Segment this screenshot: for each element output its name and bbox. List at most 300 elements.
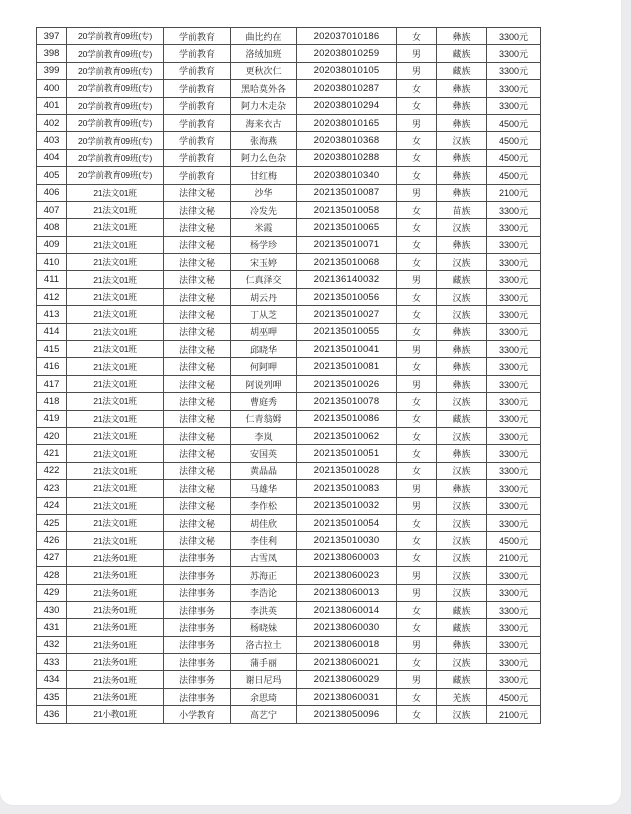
cell-row-number: 401 bbox=[37, 97, 67, 114]
cell-gender: 女 bbox=[397, 358, 437, 375]
cell-row-number: 405 bbox=[37, 167, 67, 184]
cell-gender: 女 bbox=[397, 219, 437, 236]
cell-ethnicity: 汉族 bbox=[437, 306, 487, 323]
cell-major: 法律文秘 bbox=[164, 410, 231, 427]
cell-amount: 4500元 bbox=[487, 167, 541, 184]
cell-amount: 3300元 bbox=[487, 601, 541, 618]
cell-student-name: 张海燕 bbox=[231, 132, 297, 149]
cell-row-number: 411 bbox=[37, 271, 67, 288]
cell-row-number: 434 bbox=[37, 671, 67, 688]
table-row bbox=[37, 62, 541, 79]
cell-student-id: 202138060030 bbox=[297, 619, 397, 636]
cell-student-id: 202135010078 bbox=[297, 393, 397, 410]
cell-student-id: 202038010105 bbox=[297, 62, 397, 79]
cell-ethnicity: 彝族 bbox=[437, 28, 487, 45]
cell-student-name: 米霞 bbox=[231, 219, 297, 236]
cell-student-name: 丁从芝 bbox=[231, 306, 297, 323]
cell-class-name: 21法文01班 bbox=[67, 358, 164, 375]
table-row bbox=[37, 636, 541, 653]
cell-student-id: 202037010186 bbox=[297, 28, 397, 45]
table-row bbox=[37, 323, 541, 340]
table-row bbox=[37, 688, 541, 705]
cell-gender: 女 bbox=[397, 601, 437, 618]
cell-amount: 2100元 bbox=[487, 549, 541, 566]
cell-amount: 3300元 bbox=[487, 341, 541, 358]
cell-gender: 女 bbox=[397, 619, 437, 636]
cell-ethnicity: 羌族 bbox=[437, 688, 487, 705]
table-row bbox=[37, 584, 541, 601]
cell-student-name: 黑哈莫外各 bbox=[231, 80, 297, 97]
cell-student-name: 阿力木走杂 bbox=[231, 97, 297, 114]
cell-class-name: 21法文01班 bbox=[67, 514, 164, 531]
cell-row-number: 426 bbox=[37, 532, 67, 549]
cell-major: 法律事务 bbox=[164, 688, 231, 705]
cell-major: 法律事务 bbox=[164, 601, 231, 618]
cell-major: 法律文秘 bbox=[164, 236, 231, 253]
cell-class-name: 21法文01班 bbox=[67, 427, 164, 444]
cell-amount: 3300元 bbox=[487, 636, 541, 653]
cell-ethnicity: 藏族 bbox=[437, 619, 487, 636]
cell-student-id: 202135010058 bbox=[297, 201, 397, 218]
cell-gender: 男 bbox=[397, 114, 437, 131]
cell-student-id: 202138060023 bbox=[297, 567, 397, 584]
cell-amount: 4500元 bbox=[487, 149, 541, 166]
cell-major: 法律事务 bbox=[164, 654, 231, 671]
cell-row-number: 419 bbox=[37, 410, 67, 427]
cell-gender: 女 bbox=[397, 532, 437, 549]
cell-class-name: 21法务01班 bbox=[67, 619, 164, 636]
cell-major: 法律文秘 bbox=[164, 375, 231, 392]
table-row bbox=[37, 306, 541, 323]
table-row bbox=[37, 167, 541, 184]
cell-major: 法律文秘 bbox=[164, 288, 231, 305]
table-row bbox=[37, 532, 541, 549]
cell-class-name: 20学前教育09班(专) bbox=[67, 97, 164, 114]
cell-ethnicity: 彝族 bbox=[437, 149, 487, 166]
cell-gender: 女 bbox=[397, 306, 437, 323]
cell-amount: 3300元 bbox=[487, 567, 541, 584]
cell-student-id: 202038010259 bbox=[297, 45, 397, 62]
student-aid-table bbox=[36, 27, 541, 724]
cell-row-number: 422 bbox=[37, 462, 67, 479]
cell-amount: 3300元 bbox=[487, 45, 541, 62]
cell-student-name: 安国英 bbox=[231, 445, 297, 462]
table-row bbox=[37, 619, 541, 636]
cell-gender: 女 bbox=[397, 323, 437, 340]
cell-ethnicity: 彝族 bbox=[437, 184, 487, 201]
cell-gender: 女 bbox=[397, 427, 437, 444]
cell-ethnicity: 彝族 bbox=[437, 80, 487, 97]
cell-student-name: 谢日尼玛 bbox=[231, 671, 297, 688]
cell-row-number: 397 bbox=[37, 28, 67, 45]
cell-ethnicity: 汉族 bbox=[437, 514, 487, 531]
cell-amount: 3300元 bbox=[487, 619, 541, 636]
cell-row-number: 436 bbox=[37, 706, 67, 723]
cell-class-name: 21法文01班 bbox=[67, 393, 164, 410]
cell-ethnicity: 汉族 bbox=[437, 254, 487, 271]
cell-student-name: 甘红梅 bbox=[231, 167, 297, 184]
cell-student-name: 李岚 bbox=[231, 427, 297, 444]
cell-student-id: 202138060029 bbox=[297, 671, 397, 688]
cell-student-name: 高艺宁 bbox=[231, 706, 297, 723]
cell-student-name: 宋玉婷 bbox=[231, 254, 297, 271]
cell-student-id: 202135010065 bbox=[297, 219, 397, 236]
cell-student-name: 黄晶晶 bbox=[231, 462, 297, 479]
cell-gender: 男 bbox=[397, 671, 437, 688]
cell-class-name: 21法文01班 bbox=[67, 375, 164, 392]
cell-ethnicity: 彝族 bbox=[437, 636, 487, 653]
cell-ethnicity: 汉族 bbox=[437, 567, 487, 584]
cell-gender: 女 bbox=[397, 201, 437, 218]
cell-amount: 3300元 bbox=[487, 445, 541, 462]
table-row bbox=[37, 80, 541, 97]
cell-student-id: 202135010051 bbox=[297, 445, 397, 462]
cell-row-number: 433 bbox=[37, 654, 67, 671]
cell-student-name: 蒲手丽 bbox=[231, 654, 297, 671]
cell-student-name: 洛绒加班 bbox=[231, 45, 297, 62]
cell-major: 法律文秘 bbox=[164, 445, 231, 462]
cell-major: 法律文秘 bbox=[164, 480, 231, 497]
cell-gender: 男 bbox=[397, 62, 437, 79]
cell-major: 法律文秘 bbox=[164, 393, 231, 410]
cell-gender: 女 bbox=[397, 288, 437, 305]
cell-major: 学前教育 bbox=[164, 45, 231, 62]
cell-class-name: 21法务01班 bbox=[67, 654, 164, 671]
cell-class-name: 21法文01班 bbox=[67, 462, 164, 479]
cell-ethnicity: 彝族 bbox=[437, 375, 487, 392]
cell-major: 法律文秘 bbox=[164, 532, 231, 549]
cell-class-name: 21法文01班 bbox=[67, 323, 164, 340]
cell-row-number: 416 bbox=[37, 358, 67, 375]
table-row bbox=[37, 149, 541, 166]
cell-gender: 女 bbox=[397, 514, 437, 531]
cell-student-name: 胡云丹 bbox=[231, 288, 297, 305]
cell-major: 法律文秘 bbox=[164, 514, 231, 531]
cell-row-number: 425 bbox=[37, 514, 67, 531]
cell-row-number: 408 bbox=[37, 219, 67, 236]
cell-student-name: 阿说列呷 bbox=[231, 375, 297, 392]
cell-major: 学前教育 bbox=[164, 132, 231, 149]
cell-student-name: 曲比约在 bbox=[231, 28, 297, 45]
cell-ethnicity: 彝族 bbox=[437, 480, 487, 497]
cell-gender: 女 bbox=[397, 393, 437, 410]
table-row bbox=[37, 341, 541, 358]
cell-row-number: 404 bbox=[37, 149, 67, 166]
table-row bbox=[37, 184, 541, 201]
cell-major: 法律文秘 bbox=[164, 184, 231, 201]
cell-amount: 3300元 bbox=[487, 236, 541, 253]
cell-amount: 3300元 bbox=[487, 393, 541, 410]
table-row bbox=[37, 271, 541, 288]
table-row bbox=[37, 97, 541, 114]
table-row bbox=[37, 201, 541, 218]
cell-major: 法律文秘 bbox=[164, 254, 231, 271]
cell-row-number: 435 bbox=[37, 688, 67, 705]
cell-class-name: 21法文01班 bbox=[67, 410, 164, 427]
cell-ethnicity: 汉族 bbox=[437, 654, 487, 671]
cell-row-number: 406 bbox=[37, 184, 67, 201]
cell-ethnicity: 彝族 bbox=[437, 358, 487, 375]
cell-student-name: 李浩论 bbox=[231, 584, 297, 601]
cell-student-id: 202135010030 bbox=[297, 532, 397, 549]
cell-student-name: 杨晓妹 bbox=[231, 619, 297, 636]
cell-class-name: 20学前教育09班(专) bbox=[67, 80, 164, 97]
cell-row-number: 407 bbox=[37, 201, 67, 218]
cell-row-number: 415 bbox=[37, 341, 67, 358]
table-row bbox=[37, 671, 541, 688]
cell-class-name: 20学前教育09班(专) bbox=[67, 132, 164, 149]
table-row bbox=[37, 114, 541, 131]
cell-major: 学前教育 bbox=[164, 28, 231, 45]
cell-amount: 3300元 bbox=[487, 427, 541, 444]
cell-class-name: 21法文01班 bbox=[67, 236, 164, 253]
cell-class-name: 21法文01班 bbox=[67, 497, 164, 514]
table-row bbox=[37, 236, 541, 253]
cell-row-number: 427 bbox=[37, 549, 67, 566]
cell-major: 法律文秘 bbox=[164, 358, 231, 375]
cell-gender: 男 bbox=[397, 271, 437, 288]
cell-class-name: 21法文01班 bbox=[67, 219, 164, 236]
cell-gender: 女 bbox=[397, 97, 437, 114]
cell-student-name: 冷发先 bbox=[231, 201, 297, 218]
table-row bbox=[37, 132, 541, 149]
cell-major: 法律事务 bbox=[164, 584, 231, 601]
cell-amount: 4500元 bbox=[487, 532, 541, 549]
cell-gender: 男 bbox=[397, 375, 437, 392]
cell-student-name: 仁真泽交 bbox=[231, 271, 297, 288]
cell-student-name: 胡巫呷 bbox=[231, 323, 297, 340]
cell-amount: 3300元 bbox=[487, 97, 541, 114]
cell-amount: 3300元 bbox=[487, 28, 541, 45]
cell-amount: 3300元 bbox=[487, 480, 541, 497]
table-row bbox=[37, 549, 541, 566]
cell-ethnicity: 彝族 bbox=[437, 323, 487, 340]
cell-student-id: 202138060003 bbox=[297, 549, 397, 566]
cell-student-name: 沙华 bbox=[231, 184, 297, 201]
cell-student-id: 202038010165 bbox=[297, 114, 397, 131]
cell-amount: 3300元 bbox=[487, 201, 541, 218]
cell-student-id: 202135010071 bbox=[297, 236, 397, 253]
cell-student-id: 202135010081 bbox=[297, 358, 397, 375]
cell-gender: 男 bbox=[397, 584, 437, 601]
cell-major: 学前教育 bbox=[164, 80, 231, 97]
table-row bbox=[37, 654, 541, 671]
cell-ethnicity: 藏族 bbox=[437, 601, 487, 618]
cell-row-number: 414 bbox=[37, 323, 67, 340]
cell-ethnicity: 藏族 bbox=[437, 62, 487, 79]
table-row bbox=[37, 28, 541, 45]
cell-major: 法律文秘 bbox=[164, 271, 231, 288]
cell-ethnicity: 彝族 bbox=[437, 167, 487, 184]
cell-ethnicity: 彝族 bbox=[437, 236, 487, 253]
cell-amount: 4500元 bbox=[487, 132, 541, 149]
cell-amount: 3300元 bbox=[487, 80, 541, 97]
cell-student-id: 202135010054 bbox=[297, 514, 397, 531]
cell-row-number: 428 bbox=[37, 567, 67, 584]
cell-row-number: 424 bbox=[37, 497, 67, 514]
cell-gender: 女 bbox=[397, 445, 437, 462]
table-row bbox=[37, 375, 541, 392]
cell-amount: 3300元 bbox=[487, 271, 541, 288]
cell-ethnicity: 彝族 bbox=[437, 97, 487, 114]
cell-gender: 女 bbox=[397, 254, 437, 271]
table-row bbox=[37, 427, 541, 444]
cell-major: 法律文秘 bbox=[164, 323, 231, 340]
cell-class-name: 21小教01班 bbox=[67, 706, 164, 723]
cell-class-name: 20学前教育09班(专) bbox=[67, 114, 164, 131]
cell-student-id: 202038010368 bbox=[297, 132, 397, 149]
table-row bbox=[37, 567, 541, 584]
cell-student-id: 202038010340 bbox=[297, 167, 397, 184]
cell-ethnicity: 彝族 bbox=[437, 445, 487, 462]
cell-row-number: 418 bbox=[37, 393, 67, 410]
cell-class-name: 21法务01班 bbox=[67, 584, 164, 601]
cell-student-name: 苏海正 bbox=[231, 567, 297, 584]
cell-row-number: 420 bbox=[37, 427, 67, 444]
cell-ethnicity: 汉族 bbox=[437, 532, 487, 549]
cell-gender: 女 bbox=[397, 80, 437, 97]
cell-row-number: 402 bbox=[37, 114, 67, 131]
cell-class-name: 21法文01班 bbox=[67, 445, 164, 462]
cell-student-id: 202136140032 bbox=[297, 271, 397, 288]
cell-row-number: 430 bbox=[37, 601, 67, 618]
cell-gender: 男 bbox=[397, 567, 437, 584]
cell-amount: 3300元 bbox=[487, 323, 541, 340]
cell-student-id: 202135010026 bbox=[297, 375, 397, 392]
cell-class-name: 21法文01班 bbox=[67, 254, 164, 271]
cell-ethnicity: 藏族 bbox=[437, 410, 487, 427]
cell-gender: 女 bbox=[397, 236, 437, 253]
cell-student-name: 阿力么色杂 bbox=[231, 149, 297, 166]
table-row bbox=[37, 445, 541, 462]
cell-ethnicity: 汉族 bbox=[437, 427, 487, 444]
cell-ethnicity: 汉族 bbox=[437, 393, 487, 410]
cell-amount: 4500元 bbox=[487, 688, 541, 705]
cell-major: 法律文秘 bbox=[164, 219, 231, 236]
cell-major: 法律事务 bbox=[164, 567, 231, 584]
cell-major: 学前教育 bbox=[164, 149, 231, 166]
cell-major: 法律事务 bbox=[164, 671, 231, 688]
cell-class-name: 21法文01班 bbox=[67, 201, 164, 218]
cell-amount: 3300元 bbox=[487, 654, 541, 671]
table-row bbox=[37, 480, 541, 497]
cell-row-number: 410 bbox=[37, 254, 67, 271]
table-row bbox=[37, 410, 541, 427]
table-row bbox=[37, 706, 541, 723]
cell-class-name: 21法文01班 bbox=[67, 271, 164, 288]
cell-student-id: 202138060021 bbox=[297, 654, 397, 671]
cell-major: 法律文秘 bbox=[164, 462, 231, 479]
table-row bbox=[37, 497, 541, 514]
cell-amount: 3300元 bbox=[487, 410, 541, 427]
cell-major: 学前教育 bbox=[164, 62, 231, 79]
cell-student-name: 洛古拉土 bbox=[231, 636, 297, 653]
cell-student-name: 李洪英 bbox=[231, 601, 297, 618]
cell-row-number: 421 bbox=[37, 445, 67, 462]
cell-ethnicity: 汉族 bbox=[437, 706, 487, 723]
cell-student-name: 古雪凤 bbox=[231, 549, 297, 566]
cell-ethnicity: 汉族 bbox=[437, 497, 487, 514]
cell-ethnicity: 藏族 bbox=[437, 671, 487, 688]
cell-major: 法律文秘 bbox=[164, 201, 231, 218]
cell-amount: 3300元 bbox=[487, 254, 541, 271]
cell-student-name: 胡佳欣 bbox=[231, 514, 297, 531]
cell-gender: 男 bbox=[397, 184, 437, 201]
cell-student-name: 曹庭秀 bbox=[231, 393, 297, 410]
cell-amount: 3300元 bbox=[487, 219, 541, 236]
cell-student-id: 202138060014 bbox=[297, 601, 397, 618]
cell-class-name: 20学前教育09班(专) bbox=[67, 62, 164, 79]
cell-gender: 女 bbox=[397, 654, 437, 671]
cell-major: 学前教育 bbox=[164, 167, 231, 184]
cell-row-number: 431 bbox=[37, 619, 67, 636]
cell-major: 法律事务 bbox=[164, 636, 231, 653]
cell-row-number: 403 bbox=[37, 132, 67, 149]
cell-row-number: 398 bbox=[37, 45, 67, 62]
cell-gender: 男 bbox=[397, 341, 437, 358]
cell-student-name: 仁青翁姆 bbox=[231, 410, 297, 427]
cell-student-id: 202135010027 bbox=[297, 306, 397, 323]
cell-student-id: 202135010055 bbox=[297, 323, 397, 340]
cell-student-id: 202135010086 bbox=[297, 410, 397, 427]
cell-student-id: 202135010083 bbox=[297, 480, 397, 497]
cell-student-id: 202138060013 bbox=[297, 584, 397, 601]
cell-class-name: 21法文01班 bbox=[67, 532, 164, 549]
cell-class-name: 20学前教育09班(专) bbox=[67, 149, 164, 166]
cell-student-id: 202038010288 bbox=[297, 149, 397, 166]
cell-student-name: 海来衣古 bbox=[231, 114, 297, 131]
cell-amount: 3300元 bbox=[487, 375, 541, 392]
cell-student-id: 202138060018 bbox=[297, 636, 397, 653]
cell-student-id: 202135010041 bbox=[297, 341, 397, 358]
table-row bbox=[37, 393, 541, 410]
cell-major: 小学教育 bbox=[164, 706, 231, 723]
cell-gender: 男 bbox=[397, 45, 437, 62]
cell-student-id: 202135010062 bbox=[297, 427, 397, 444]
table-row bbox=[37, 254, 541, 271]
cell-major: 学前教育 bbox=[164, 114, 231, 131]
cell-student-id: 202138060031 bbox=[297, 688, 397, 705]
cell-student-name: 李佳利 bbox=[231, 532, 297, 549]
cell-student-id: 202135010056 bbox=[297, 288, 397, 305]
table-row bbox=[37, 601, 541, 618]
cell-gender: 女 bbox=[397, 549, 437, 566]
cell-class-name: 20学前教育09班(专) bbox=[67, 28, 164, 45]
cell-student-id: 202135010087 bbox=[297, 184, 397, 201]
cell-ethnicity: 藏族 bbox=[437, 271, 487, 288]
cell-row-number: 400 bbox=[37, 80, 67, 97]
cell-major: 法律文秘 bbox=[164, 306, 231, 323]
cell-gender: 女 bbox=[397, 28, 437, 45]
cell-ethnicity: 苗族 bbox=[437, 201, 487, 218]
table-row bbox=[37, 288, 541, 305]
cell-student-name: 李作松 bbox=[231, 497, 297, 514]
table-row bbox=[37, 219, 541, 236]
cell-class-name: 20学前教育09班(专) bbox=[67, 45, 164, 62]
cell-amount: 4500元 bbox=[487, 114, 541, 131]
cell-major: 学前教育 bbox=[164, 97, 231, 114]
cell-major: 法律文秘 bbox=[164, 427, 231, 444]
cell-gender: 女 bbox=[397, 410, 437, 427]
cell-gender: 女 bbox=[397, 688, 437, 705]
cell-student-id: 202135010028 bbox=[297, 462, 397, 479]
cell-amount: 3300元 bbox=[487, 462, 541, 479]
cell-row-number: 429 bbox=[37, 584, 67, 601]
cell-class-name: 21法文01班 bbox=[67, 480, 164, 497]
cell-major: 法律事务 bbox=[164, 549, 231, 566]
table-row bbox=[37, 45, 541, 62]
cell-row-number: 413 bbox=[37, 306, 67, 323]
